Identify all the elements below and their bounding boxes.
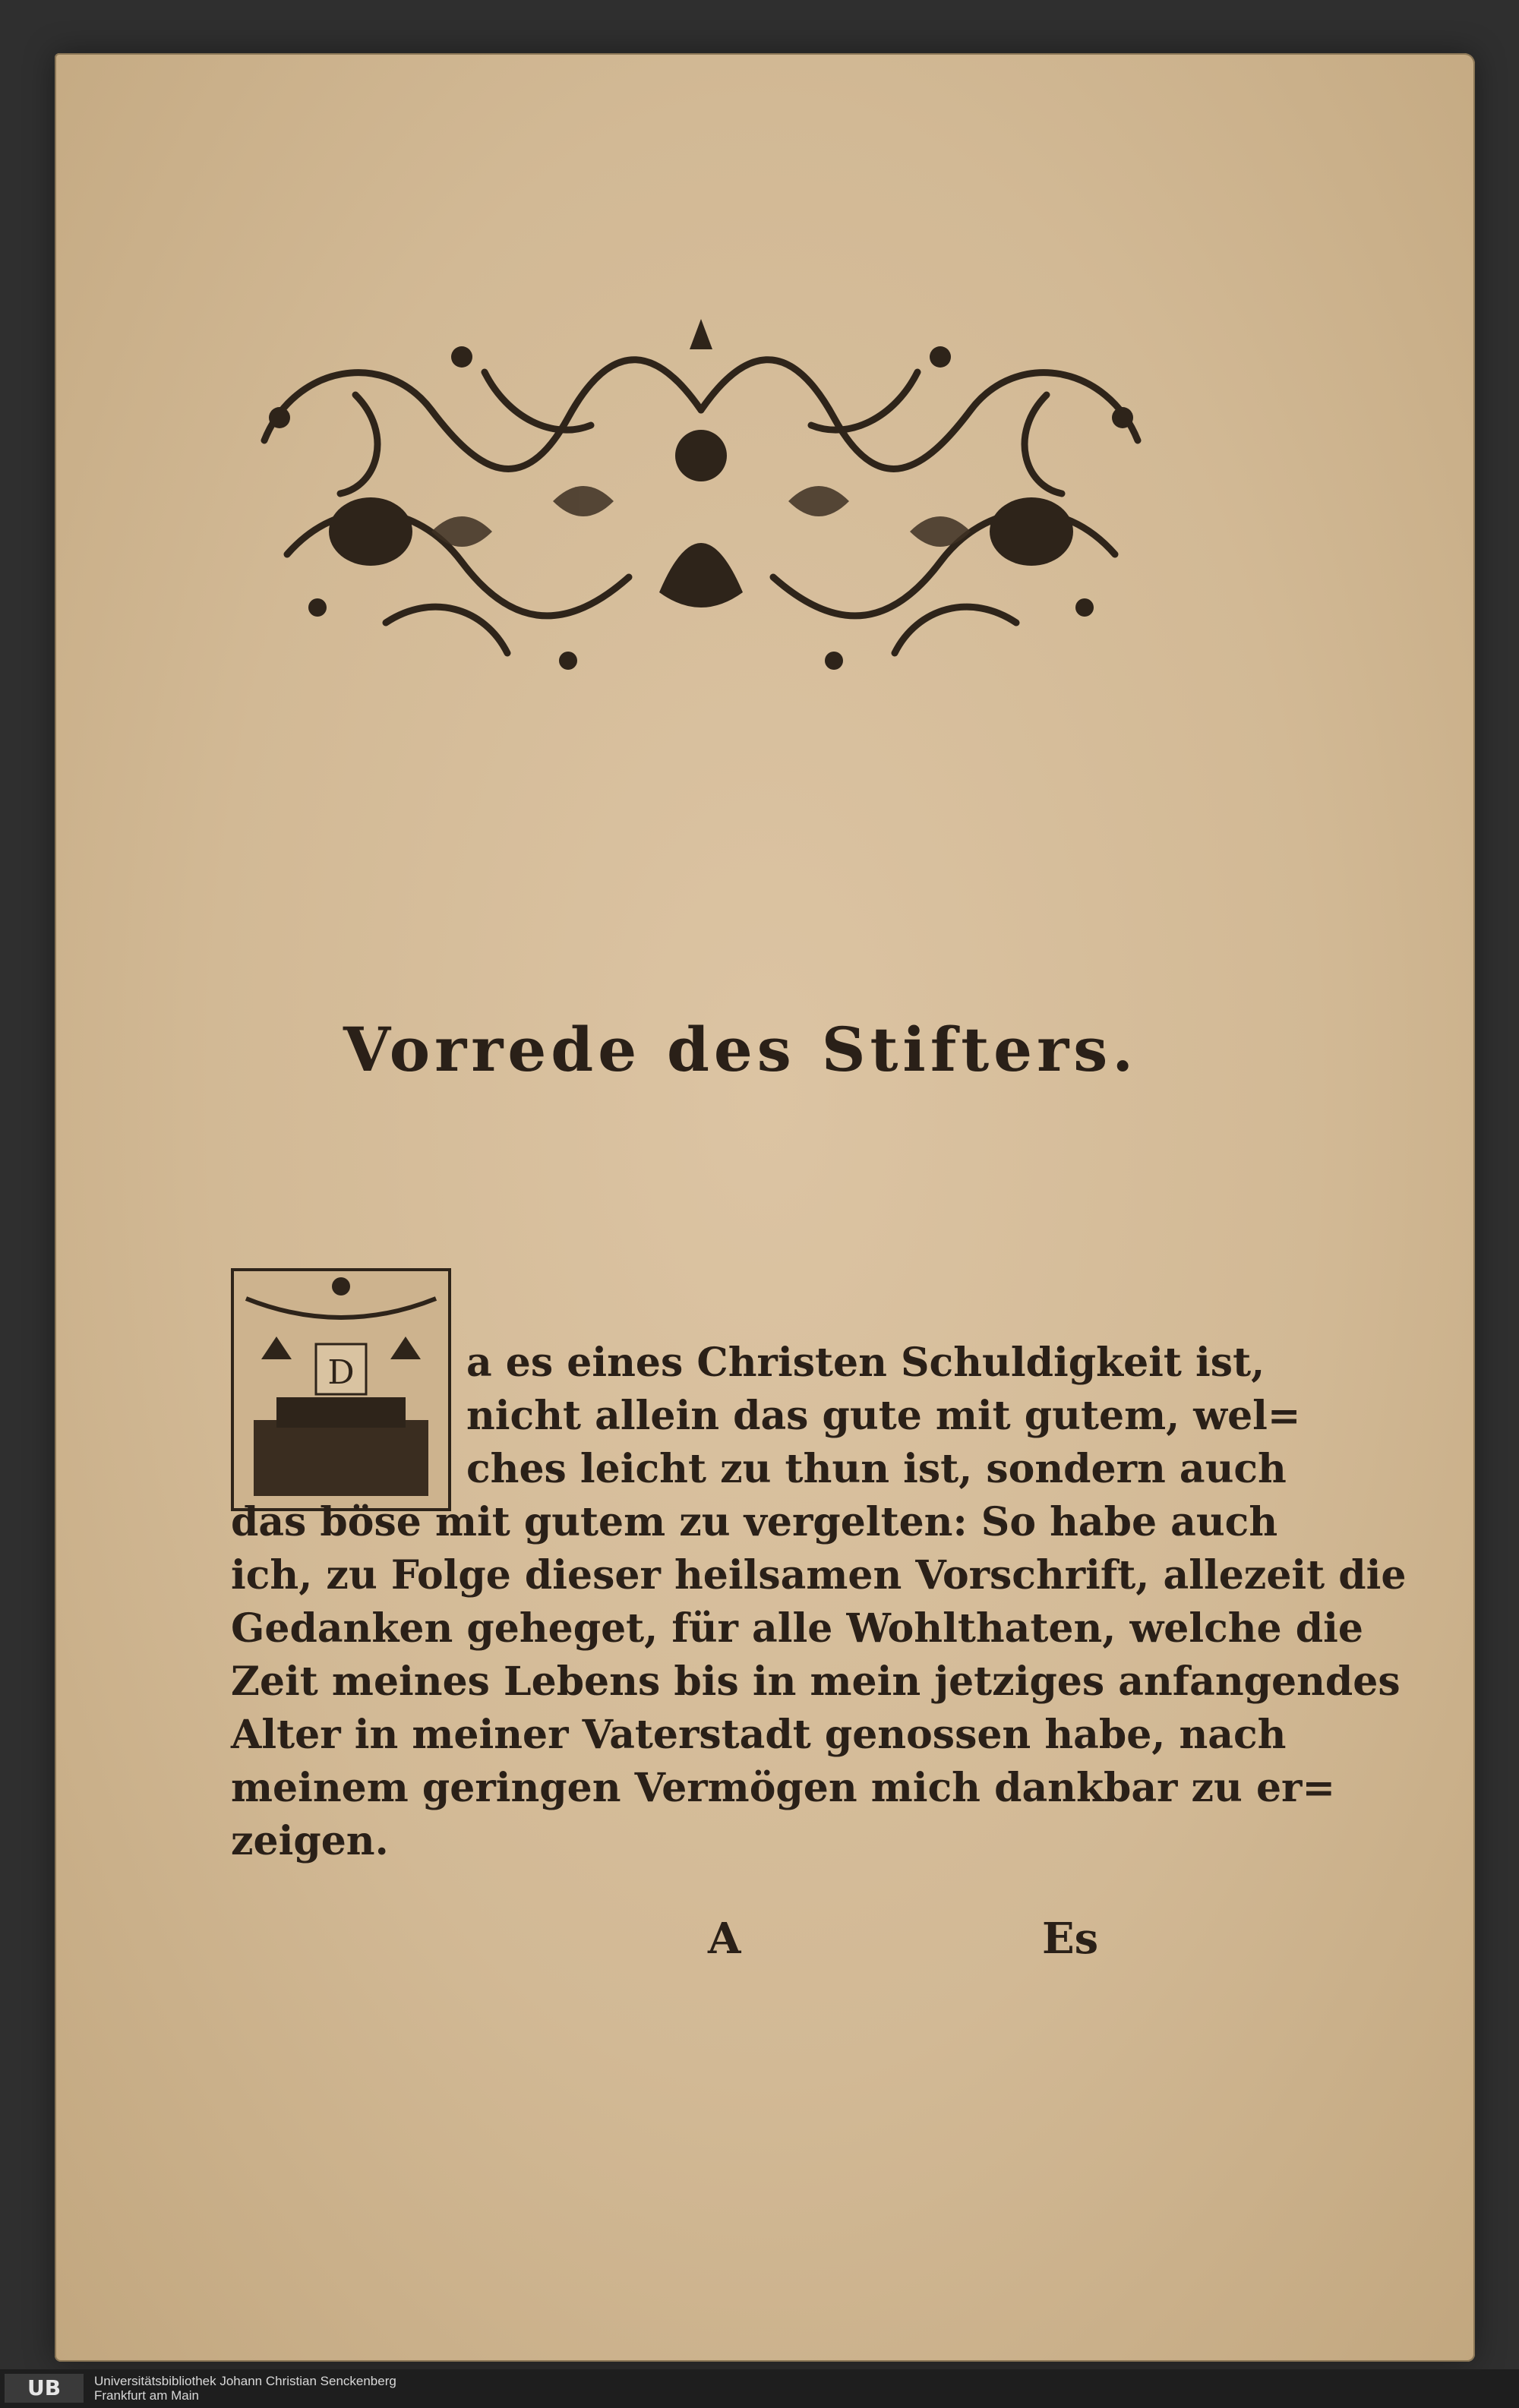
- footer-bar: [0, 2369, 1519, 2408]
- text-line: nicht allein das gute mit gutem, wel=: [466, 1393, 1301, 1439]
- text-line: das böse mit gutem zu vergelten: So habe auch: [231, 1499, 1278, 1545]
- text-line: ches leicht zu thun ist, sondern auch: [466, 1446, 1287, 1492]
- scanned-page: [55, 53, 1475, 2362]
- ornament-icon: [234, 304, 1168, 699]
- text-line: zeigen.: [231, 1818, 389, 1864]
- text-line: Gedanken geheget, für alle Wohlthaten, welche die: [231, 1605, 1363, 1652]
- text-line: a es eines Christen Schuldigkeit ist,: [466, 1340, 1265, 1386]
- text-line: meinem geringen Vermögen mich dankbar zu er=: [231, 1765, 1336, 1811]
- page-title: Vorrede des Stifters.: [343, 1014, 1138, 1085]
- text-line: Zeit meines Lebens bis in mein jetziges anfangendes: [231, 1658, 1401, 1705]
- footer-line: Frankfurt am Main: [94, 2388, 199, 2403]
- footer-line: Universitätsbibliothek Johann Christian Senckenberg: [94, 2374, 396, 2388]
- signature-mark: A: [708, 1914, 741, 1964]
- text-line: ich, zu Folge dieser heilsamen Vorschrift, allezeit die: [231, 1552, 1407, 1598]
- library-logo: UB: [5, 2374, 84, 2403]
- catchword: Es: [1042, 1914, 1099, 1964]
- initial-letter: D: [327, 1353, 355, 1392]
- footer-credit: [94, 2374, 396, 2403]
- text-line: Alter in meiner Vaterstadt genossen habe, nach: [231, 1712, 1287, 1758]
- body-text: [231, 1337, 1407, 1868]
